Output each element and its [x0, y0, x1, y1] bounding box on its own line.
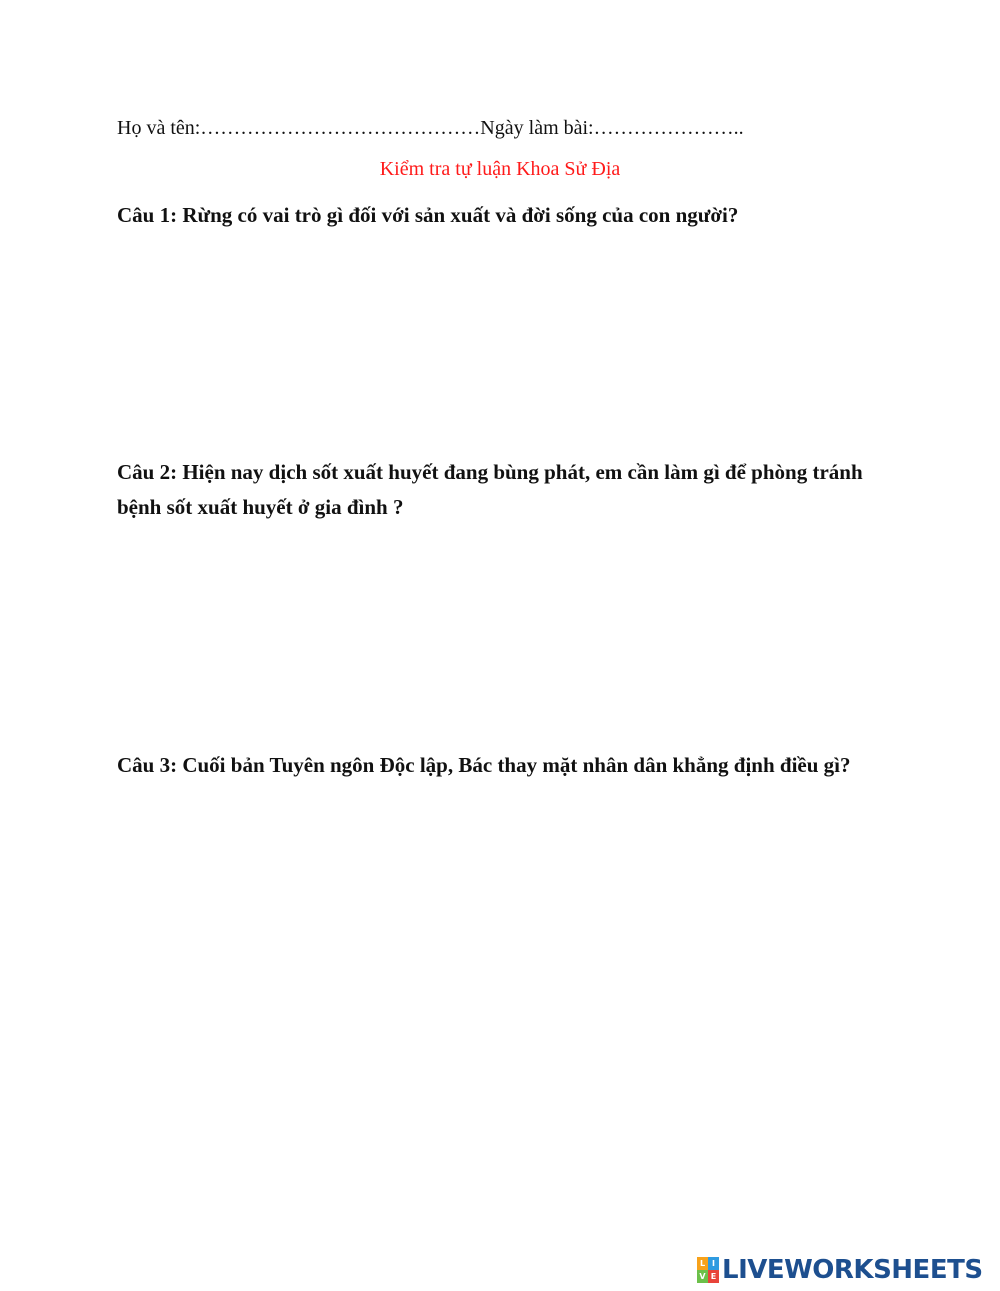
logo-mark-i: I: [708, 1257, 719, 1270]
answer-area-3[interactable]: [117, 822, 887, 1222]
question-2: Câu 2: Hiện nay dịch sốt xuất huyết đang bùng phát, em cần làm gì để phòng tránh bệnh sốt xuất huyết ở gia đình ?: [117, 460, 863, 519]
question-1: Câu 1: Rừng có vai trò gì đối với sản xuất và đời sống của con người?: [117, 203, 739, 227]
answer-area-2[interactable]: [117, 530, 887, 730]
question-3: Câu 3: Cuối bản Tuyên ngôn Độc lập, Bác thay mặt nhân dân khẳng định điều gì?: [117, 753, 851, 777]
logo-mark-l: L: [697, 1257, 708, 1270]
page-title: Kiểm tra tự luận Khoa Sử Địa: [379, 158, 621, 180]
liveworksheets-logo-icon: [697, 1257, 719, 1283]
name-date-line: Họ và tên:……………………………………Ngày làm bài:…………………..: [117, 117, 744, 139]
liveworksheets-logo: [697, 1255, 983, 1285]
logo-mark-v: V: [697, 1270, 708, 1283]
answer-area-1[interactable]: [117, 240, 887, 440]
logo-text: LIVEWORKSHEETS: [722, 1255, 983, 1285]
logo-mark-e: E: [708, 1270, 719, 1283]
